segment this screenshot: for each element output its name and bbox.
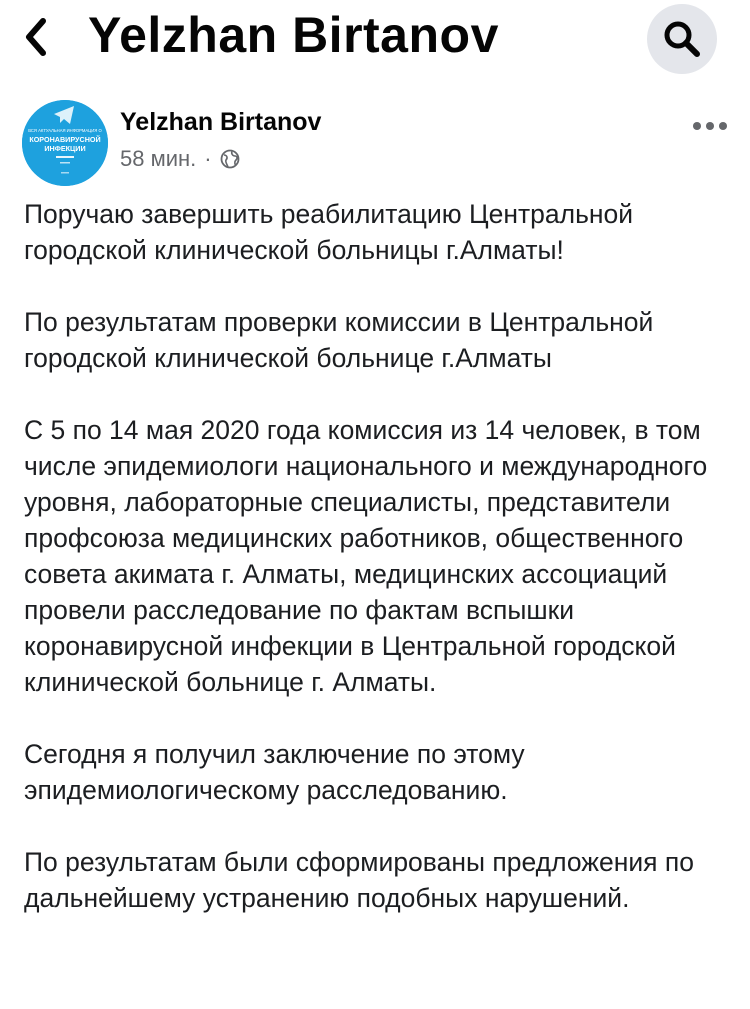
post-paragraph: С 5 по 14 мая 2020 года комиссия из 14 человек, в том числе эпидемиологи национального и международного уровня, лабораторные специалисты, представители профсоюза медицинских работников, общественного совета акимата г. Алматы, медицинских ассоциаций провели расследование по фактам вспышки коронавирусной инфекции в Центральной городской клинической больнице г. Алматы. — [24, 415, 708, 697]
avatar-line-1: ВСЯ АКТУАЛЬНАЯ ИНФОРМАЦИЯ О — [28, 128, 102, 133]
more-options-button[interactable] — [690, 114, 730, 138]
search-icon — [662, 19, 702, 59]
post-meta — [120, 146, 240, 172]
post-header — [22, 100, 732, 190]
top-bar — [0, 0, 750, 80]
page-title: Yelzhan Birtanov — [88, 7, 499, 63]
post-text — [24, 196, 730, 952]
post-time[interactable]: 58 мин. — [120, 146, 197, 171]
meta-separator: · — [204, 146, 212, 171]
chevron-left-icon — [23, 17, 49, 57]
avatar-image — [22, 100, 108, 186]
search-button[interactable] — [647, 4, 717, 74]
avatar[interactable] — [22, 100, 108, 186]
author-name[interactable]: Yelzhan Birtanov — [120, 108, 322, 136]
post-paragraph: Поручаю завершить реабилитацию Центральной городской клинической больницы г.Алматы! — [24, 199, 634, 265]
back-button[interactable] — [16, 14, 56, 60]
post-paragraph: Сегодня я получил заключение по этому эпидемиологическому расследованию. — [24, 739, 525, 805]
post-paragraph: По результатам проверки комиссии в Центральной городской клинической больнице г.Алматы — [24, 307, 654, 373]
post-paragraph: По результатам были сформированы предложения по дальнейшему устранению подобных нарушений. — [24, 847, 694, 913]
avatar-line-3: ИНФЕКЦИИ — [44, 144, 86, 153]
more-horizontal-icon — [692, 121, 728, 131]
globe-icon — [220, 149, 240, 169]
avatar-line-2: КОРОНАВИРУСНОЙ — [29, 135, 101, 144]
